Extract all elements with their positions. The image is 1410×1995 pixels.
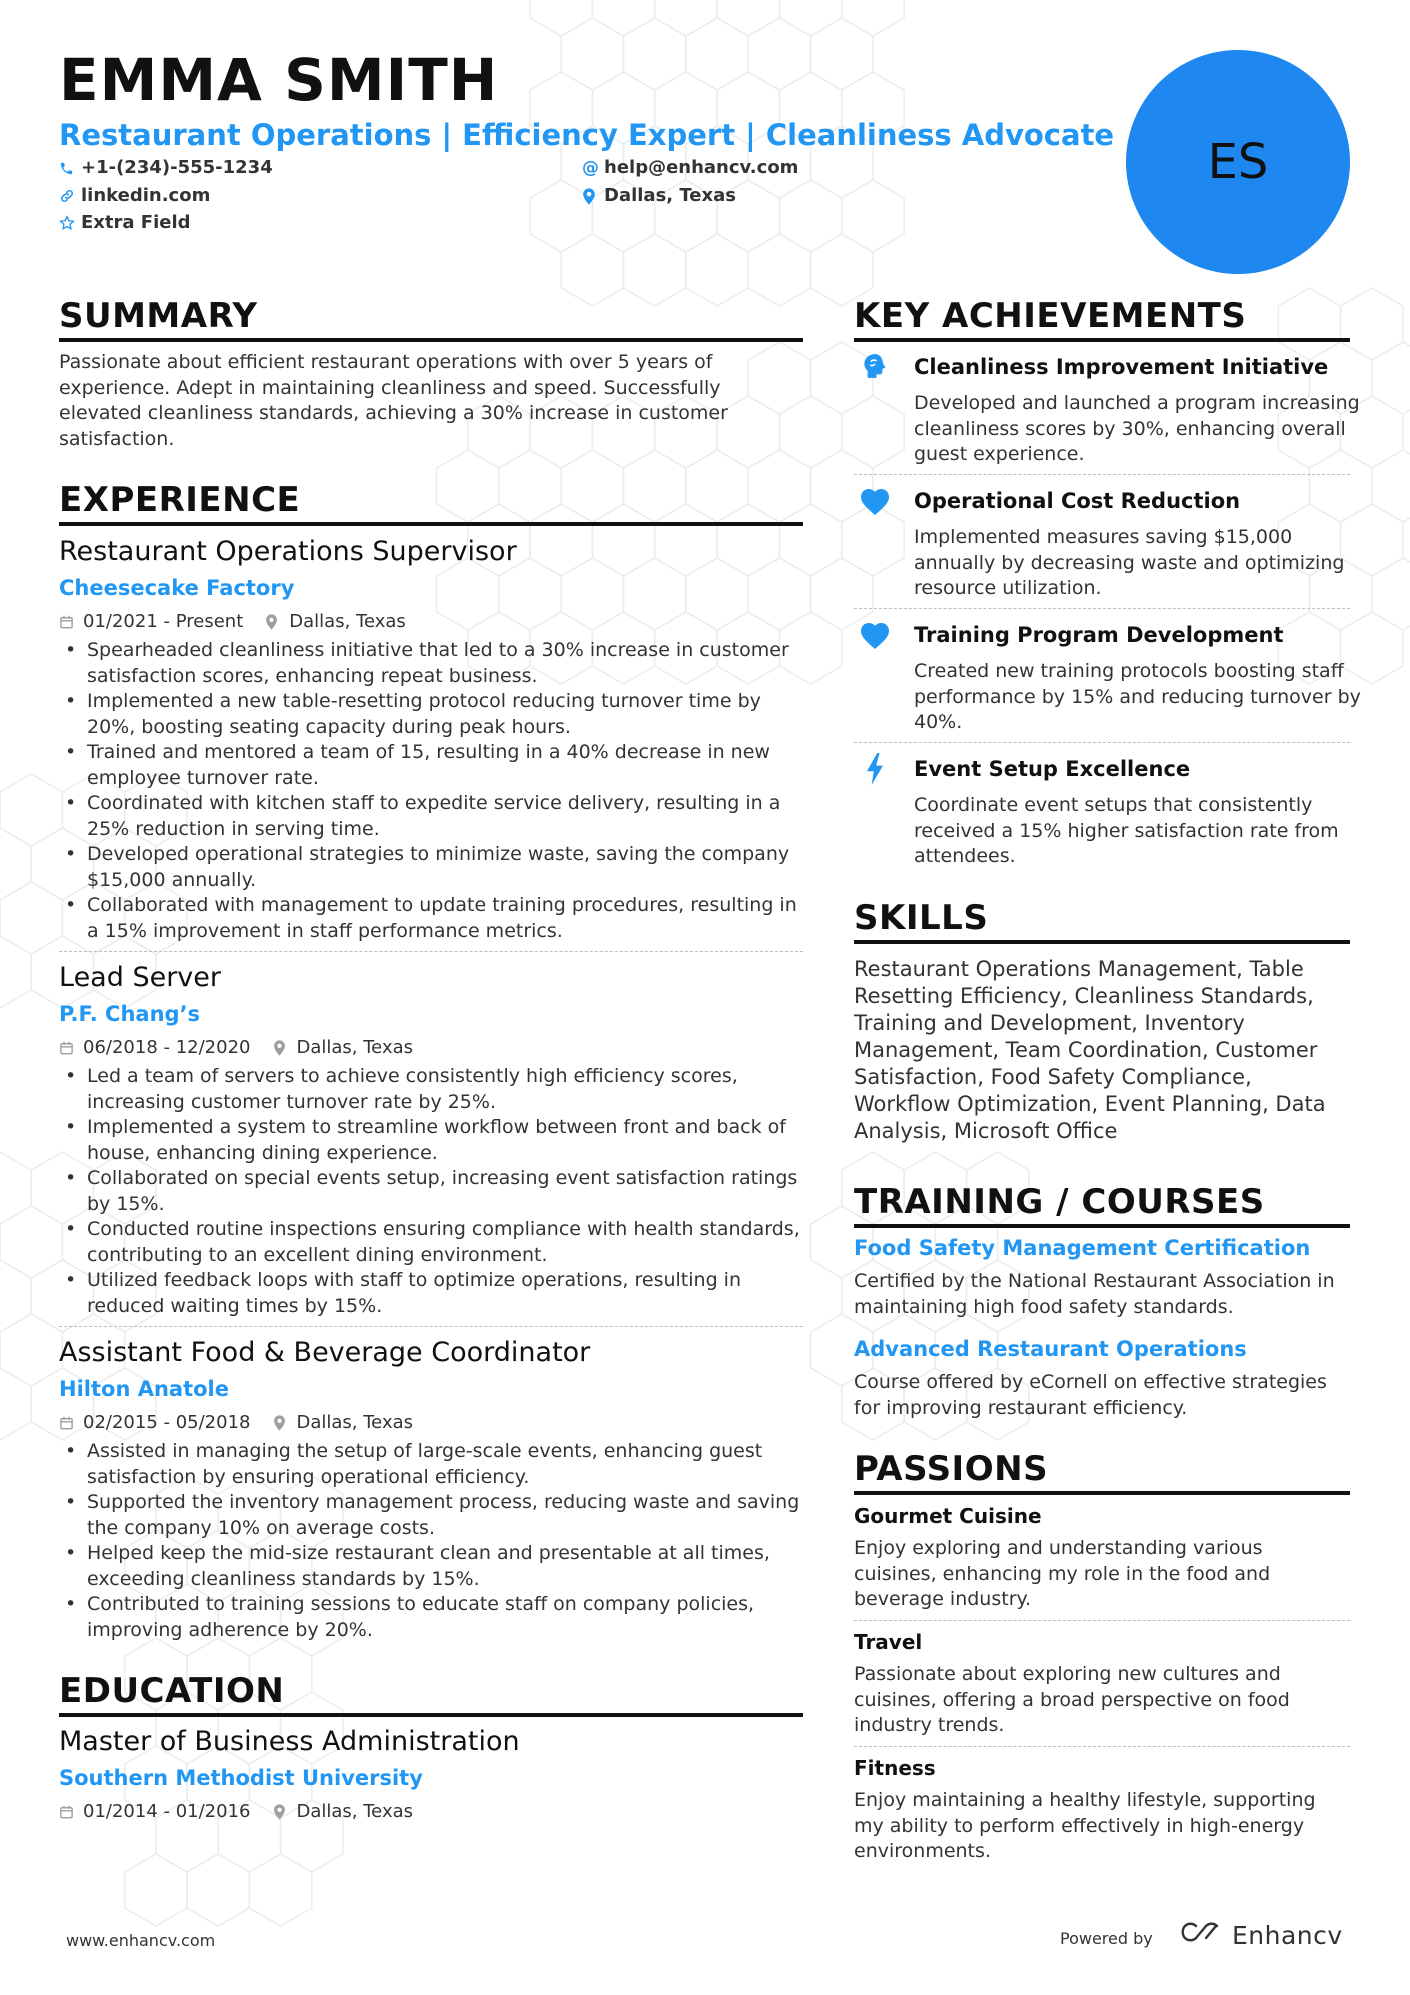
passion-separator bbox=[854, 1620, 1350, 1621]
background-hexagon bbox=[624, 234, 686, 306]
job-bullet: • Conducted routine inspections ensuring compliance with health standards, contributing to an excellent dining environment. bbox=[59, 1217, 809, 1268]
background-hexagon bbox=[717, 0, 779, 36]
job-title: Restaurant Operations Supervisor bbox=[59, 536, 517, 567]
passion-separator bbox=[854, 1746, 1350, 1747]
background-hexagon bbox=[561, 450, 623, 522]
footer-powered-by: Powered by bbox=[1060, 1929, 1153, 1948]
job-meta bbox=[59, 1036, 413, 1060]
job-meta bbox=[59, 1411, 413, 1435]
background-hexagon bbox=[655, 504, 717, 576]
job-separator bbox=[59, 951, 803, 952]
background-hexagon bbox=[561, 18, 623, 90]
job-dates: 02/2015 - 05/2018 bbox=[83, 1412, 251, 1433]
achievement-description: Developed and launched a program increasing cleanliness scores by 30%, enhancing overall guest experience. bbox=[914, 392, 1360, 465]
background-hexagon bbox=[187, 1854, 249, 1926]
background-hexagon bbox=[0, 936, 31, 1008]
background-hexagon bbox=[655, 0, 717, 36]
calendar-icon bbox=[59, 614, 83, 630]
education-location: Dallas, Texas bbox=[296, 1801, 413, 1822]
background-hexagon bbox=[499, 450, 561, 522]
job-title: Assistant Food & Beverage Coordinator bbox=[59, 1337, 591, 1368]
achievement-description: Implemented measures saving $15,000 annually by decreasing waste and optimizing resource utilization. bbox=[914, 526, 1345, 599]
extra-field-text: Extra Field bbox=[81, 212, 191, 233]
summary-section-title: SUMMARY bbox=[59, 296, 258, 336]
background-hexagon bbox=[686, 450, 748, 522]
passion-title: Travel bbox=[854, 1630, 923, 1654]
passion-description: Enjoy exploring and understanding various cuisines, enhancing my role in the food and beverage industry. bbox=[854, 1537, 1271, 1610]
background-hexagon bbox=[1372, 342, 1410, 414]
calendar-icon bbox=[59, 1040, 83, 1056]
job-bullet: • Implemented a system to streamline workflow between front and back of house, enhancing dining experience. bbox=[59, 1115, 809, 1166]
heart-icon bbox=[858, 484, 892, 518]
passion-title: Fitness bbox=[854, 1756, 936, 1780]
achievement-description: Created new training protocols boosting staff performance by 15% and reducing turnover by 40%. bbox=[914, 660, 1361, 733]
job-bullet: • Collaborated on special events setup, increasing event satisfaction ratings by 15%. bbox=[59, 1166, 809, 1217]
job-location: Dallas, Texas bbox=[289, 611, 406, 632]
background-hexagon bbox=[686, 18, 748, 90]
passions-section-title: PASSIONS bbox=[854, 1449, 1049, 1489]
background-hexagon bbox=[0, 1314, 62, 1386]
background-hexagon bbox=[0, 774, 62, 846]
background-hexagon bbox=[530, 504, 592, 576]
school-name[interactable]: Southern Methodist University bbox=[59, 1766, 423, 1790]
background-hexagon bbox=[779, 0, 841, 36]
job-bullet: • Coordinated with kitchen staff to expedite service delivery, resulting in a 25% reduction in serving time. bbox=[59, 791, 809, 842]
job-bullet: • Implemented a new table-resetting protocol reducing turnover time by 20%, boosting seating capacity during peak hours. bbox=[59, 689, 809, 740]
contact-email[interactable] bbox=[582, 155, 798, 181]
contact-phone[interactable] bbox=[59, 155, 273, 181]
contact-location bbox=[582, 183, 736, 209]
education-dates: 01/2014 - 01/2016 bbox=[83, 1801, 251, 1822]
experience-divider bbox=[59, 522, 803, 526]
enhancv-logo-icon bbox=[1178, 1920, 1224, 1952]
contact-extra-field bbox=[59, 210, 191, 236]
achievement-title: Cleanliness Improvement Initiative bbox=[914, 355, 1329, 379]
job-location: Dallas, Texas bbox=[296, 1412, 413, 1433]
location-text: Dallas, Texas bbox=[604, 185, 736, 206]
map-pin-icon bbox=[265, 614, 289, 630]
company-name[interactable]: P.F. Chang’s bbox=[59, 1002, 201, 1026]
background-hexagon bbox=[779, 180, 841, 252]
job-bullet: • Contributed to training sessions to educate staff on company policies, improving adherence by 20%. bbox=[59, 1592, 809, 1643]
footer-website-link[interactable]: www.enhancv.com bbox=[66, 1931, 216, 1950]
passions-divider bbox=[854, 1491, 1350, 1495]
experience-section-title: EXPERIENCE bbox=[59, 480, 301, 520]
map-pin-icon bbox=[582, 188, 604, 205]
avatar bbox=[1126, 50, 1350, 274]
email-text: help@enhancv.com bbox=[604, 157, 799, 178]
background-hexagon bbox=[717, 504, 779, 576]
star-icon bbox=[59, 215, 81, 231]
company-name[interactable]: Cheesecake Factory bbox=[59, 576, 295, 600]
job-bullet-list bbox=[59, 1439, 809, 1643]
achievement-description: Coordinate event setups that consistently received a 15% higher satisfaction rate from attendees. bbox=[914, 794, 1339, 867]
job-bullet: • Utilized feedback loops with staff to optimize operations, resulting in reduced waiting times by 15%. bbox=[59, 1268, 809, 1319]
avatar-initials: ES bbox=[1207, 134, 1269, 190]
course-title: Advanced Restaurant Operations bbox=[854, 1337, 1247, 1361]
calendar-icon bbox=[59, 1804, 83, 1820]
job-bullet: • Helped keep the mid-size restaurant clean and presentable at all times, exceeding cleanliness standards by 15%. bbox=[59, 1541, 809, 1592]
job-bullet: • Supported the inventory management process, reducing waste and saving the company 10% on average costs. bbox=[59, 1490, 809, 1541]
background-hexagon bbox=[624, 450, 686, 522]
background-hexagon bbox=[1372, 450, 1410, 522]
job-location: Dallas, Texas bbox=[296, 1037, 413, 1058]
background-hexagon bbox=[0, 1206, 62, 1278]
map-pin-icon bbox=[273, 1415, 297, 1431]
job-bullet: • Trained and mentored a team of 15, resulting in a 40% decrease in new employee turnover rate. bbox=[59, 740, 809, 791]
calendar-icon bbox=[59, 1415, 83, 1431]
background-hexagon bbox=[592, 504, 654, 576]
job-dates: 06/2018 - 12/2020 bbox=[83, 1037, 251, 1058]
background-hexagon bbox=[748, 450, 810, 522]
enhancv-logo[interactable] bbox=[1178, 1920, 1343, 1952]
job-bullet-list bbox=[59, 638, 809, 944]
company-name[interactable]: Hilton Anatole bbox=[59, 1377, 229, 1401]
background-hexagon bbox=[686, 558, 748, 630]
course-description: Certified by the National Restaurant Association in maintaining high food safety standards. bbox=[854, 1270, 1335, 1318]
passion-description: Enjoy maintaining a healthy lifestyle, supporting my ability to perform effectively in high-energy environments. bbox=[854, 1789, 1316, 1862]
course-description: Course offered by eCornell on effective strategies for improving restaurant efficiency. bbox=[854, 1371, 1327, 1419]
background-hexagon bbox=[811, 18, 873, 90]
background-hexagon bbox=[249, 1854, 311, 1926]
summary-text: Passionate about efficient restaurant operations with over 5 years of experience. Adept in maintaining cleanliness and speed. Successfully elevated cleanliness standards, achieving a 30% increase in customer satisfaction. bbox=[59, 351, 728, 450]
background-hexagon bbox=[0, 1152, 31, 1224]
achievement-title: Event Setup Excellence bbox=[914, 757, 1191, 781]
achievements-section-title: KEY ACHIEVEMENTS bbox=[854, 296, 1247, 336]
background-hexagon bbox=[0, 828, 31, 900]
job-dates: 01/2021 - Present bbox=[83, 611, 244, 632]
background-hexagon bbox=[0, 1368, 31, 1440]
course-title: Food Safety Management Certification bbox=[854, 1236, 1311, 1260]
linkedin-text: linkedin.com bbox=[81, 185, 211, 206]
background-hexagon bbox=[530, 0, 592, 36]
education-section-title: EDUCATION bbox=[59, 1671, 285, 1711]
job-bullet: • Assisted in managing the setup of large-scale events, enhancing guest satisfaction by ensuring operational efficiency. bbox=[59, 1439, 809, 1490]
background-hexagon bbox=[592, 0, 654, 36]
background-hexagon bbox=[686, 234, 748, 306]
at-sign-icon: @ bbox=[582, 158, 599, 178]
skills-section-title: SKILLS bbox=[854, 898, 989, 938]
phone-text: +1-(234)-555-1234 bbox=[81, 157, 273, 178]
training-section-title: TRAINING / COURSES bbox=[854, 1182, 1265, 1222]
phone-icon bbox=[59, 161, 81, 176]
candidate-headline: Restaurant Operations | Efficiency Expert | Cleanliness Advocate bbox=[59, 118, 1115, 152]
job-separator bbox=[59, 1326, 803, 1327]
lightning-icon bbox=[858, 752, 892, 786]
passion-title: Gourmet Cuisine bbox=[854, 1504, 1042, 1528]
background-hexagon bbox=[561, 558, 623, 630]
skills-text: Restaurant Operations Management, Table Resetting Efficiency, Cleanliness Standards, Training and Development, Inventory Management, Team Coordination, Customer Satisfaction, Food Safety Compliance, Workflow Optimization, Event Planning, Data Analysis, Microsoft Office bbox=[854, 957, 1326, 1143]
background-hexagon bbox=[1278, 288, 1340, 360]
education-divider bbox=[59, 1713, 803, 1717]
job-title: Lead Server bbox=[59, 962, 221, 993]
background-hexagon bbox=[748, 558, 810, 630]
background-hexagon bbox=[1372, 558, 1410, 630]
achievements-divider bbox=[854, 338, 1350, 342]
background-hexagon bbox=[125, 1854, 187, 1926]
achievement-separator bbox=[854, 608, 1350, 609]
background-hexagon bbox=[1341, 288, 1403, 360]
summary-divider bbox=[59, 338, 803, 342]
passion-description: Passionate about exploring new cultures and cuisines, offering a broad perspective on food industry trends. bbox=[854, 1663, 1290, 1736]
map-pin-icon bbox=[273, 1804, 297, 1820]
link-icon bbox=[59, 188, 81, 204]
training-divider bbox=[854, 1224, 1350, 1228]
background-hexagon bbox=[0, 1260, 31, 1332]
achievement-separator bbox=[854, 474, 1350, 475]
background-hexagon bbox=[748, 234, 810, 306]
background-hexagon bbox=[624, 558, 686, 630]
background-hexagon bbox=[779, 504, 841, 576]
job-bullet: • Collaborated with management to update training procedures, resulting in a 15% improvement in staff performance metrics. bbox=[59, 893, 809, 944]
enhancv-logo-text: Enhancv bbox=[1232, 1921, 1343, 1950]
job-bullet: • Developed operational strategies to minimize waste, saving the company $15,000 annually. bbox=[59, 842, 809, 893]
map-pin-icon bbox=[273, 1040, 297, 1056]
background-hexagon bbox=[842, 396, 904, 468]
background-hexagon bbox=[0, 882, 62, 954]
degree-title: Master of Business Administration bbox=[59, 1726, 520, 1757]
background-hexagon bbox=[779, 396, 841, 468]
background-hexagon bbox=[561, 234, 623, 306]
job-bullet: • Led a team of servers to achieve consistently high efficiency scores, increasing customer turnover rate by 25%. bbox=[59, 1064, 809, 1115]
contact-linkedin[interactable] bbox=[59, 183, 210, 209]
heart-icon bbox=[858, 618, 892, 652]
job-bullet-list bbox=[59, 1064, 809, 1319]
achievement-title: Operational Cost Reduction bbox=[914, 489, 1241, 513]
job-bullet: • Spearheaded cleanliness initiative that led to a 30% increase in customer satisfaction scores, enhancing repeat business. bbox=[59, 638, 809, 689]
background-hexagon bbox=[842, 180, 904, 252]
job-meta bbox=[59, 610, 406, 634]
candidate-name: EMMA SMITH bbox=[59, 46, 499, 114]
background-hexagon bbox=[437, 450, 499, 522]
skills-divider bbox=[854, 940, 1350, 944]
achievement-separator bbox=[854, 742, 1350, 743]
brain-icon bbox=[858, 349, 892, 383]
background-hexagon bbox=[842, 0, 904, 36]
background-hexagon bbox=[624, 18, 686, 90]
achievement-title: Training Program Development bbox=[914, 623, 1284, 647]
background-hexagon bbox=[748, 18, 810, 90]
education-meta bbox=[59, 1800, 413, 1824]
